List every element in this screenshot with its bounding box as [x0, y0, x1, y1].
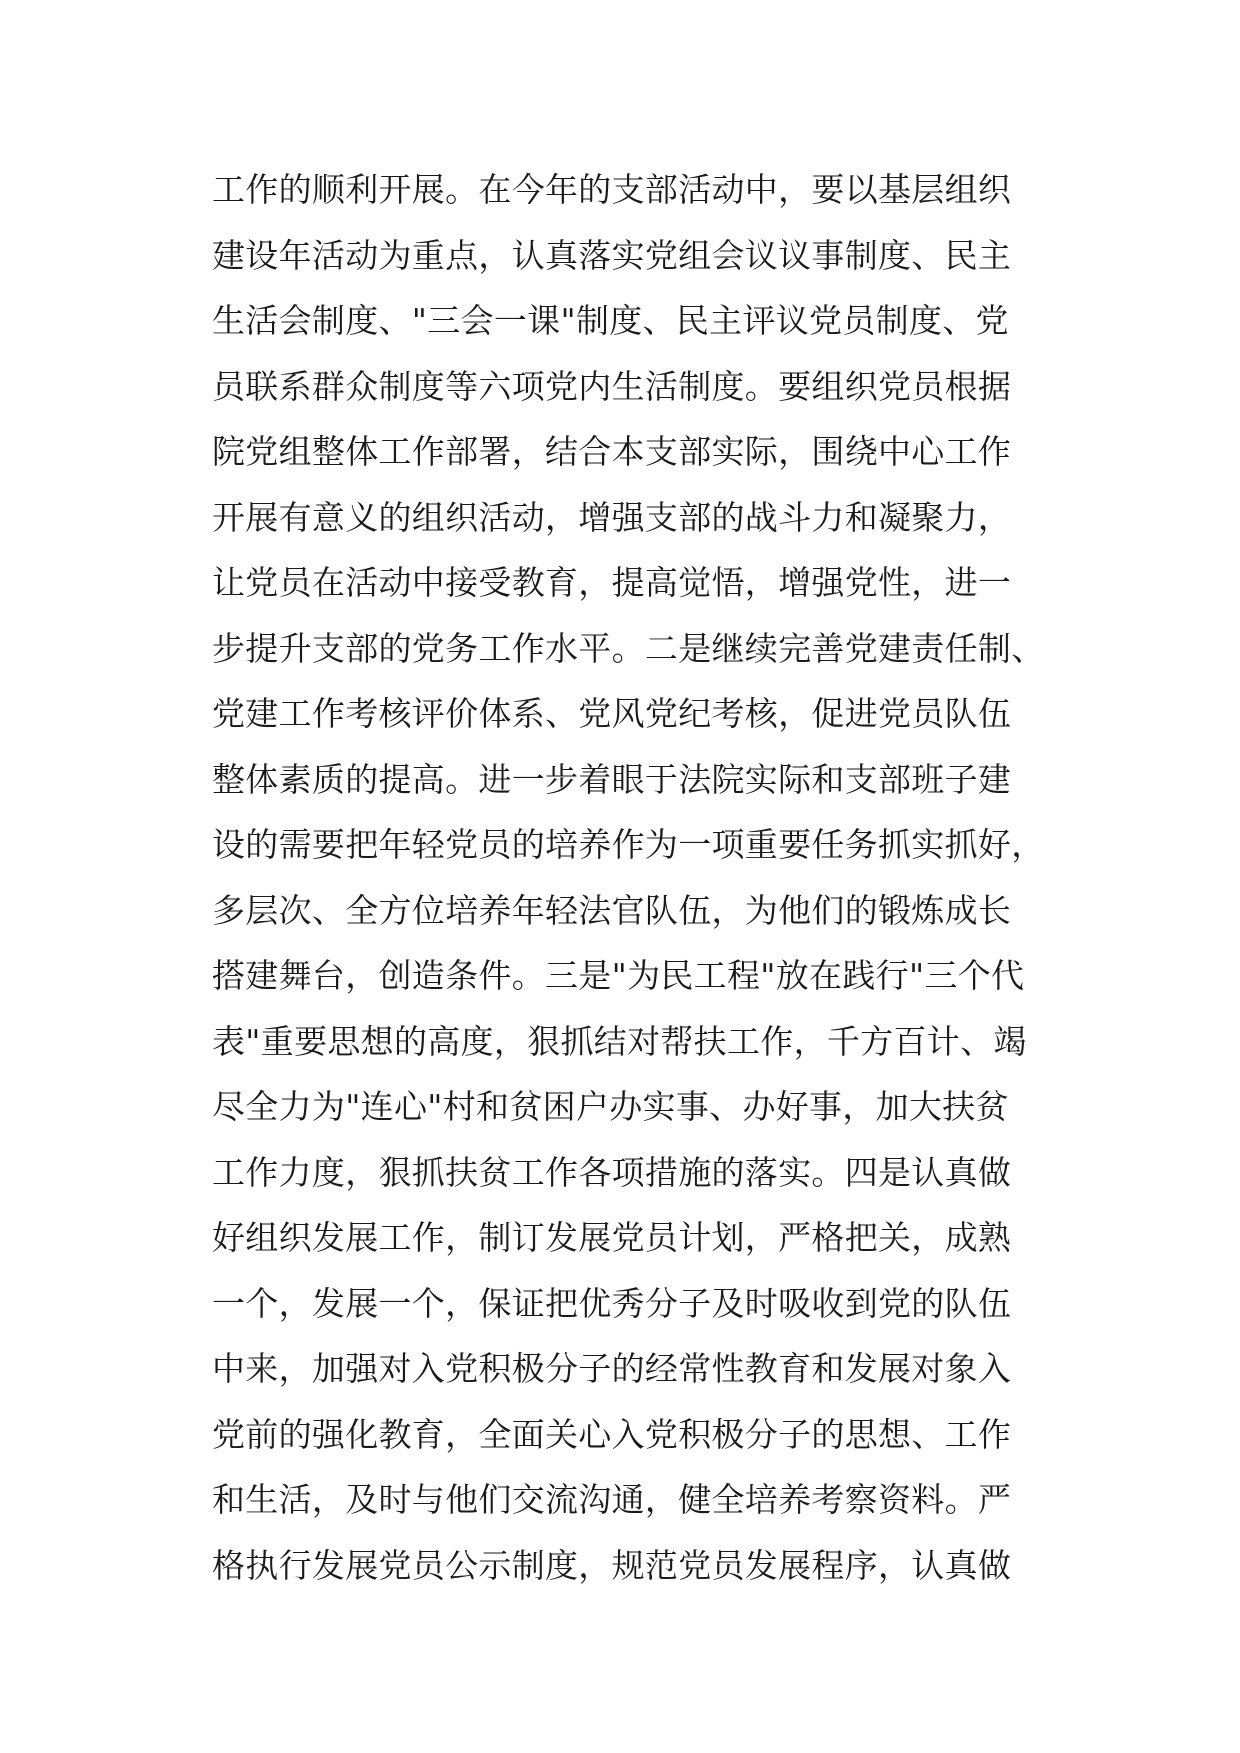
body-paragraph	[212, 157, 1092, 1598]
text-line: 生活会制度、"三会一课"制度、民主评议党员制度、党	[212, 301, 1009, 340]
text-line: 让党员在活动中接受教育，提高觉悟，增强党性，进一	[212, 563, 1012, 602]
text-line: 工作力度，狠抓扶贫工作各项措施的落实。四是认真做	[212, 1152, 1012, 1192]
text-line: 工作的顺利开展。在今年的支部活动中，要以基层组织	[212, 170, 1012, 209]
text-line: 整体素质的提高。进一步着眼于法院实际和支部班子建	[212, 759, 1012, 799]
text-line: 党前的强化教育，全面关心入党积极分子的思想、工作	[212, 1414, 1012, 1454]
text-line: 尽全力为"连心"村和贫困户办实事、办好事，加大扶贫	[212, 1087, 1009, 1126]
text-line: 设的需要把年轻党员的培养作为一项重要任务抓实抓好，	[212, 825, 1045, 864]
text-line: 建设年活动为重点，认真落实党组会议议事制度、民主	[212, 235, 1012, 275]
text-line: 表"重要思想的高度，狠抓结对帮扶工作，千方百计、竭	[212, 1021, 1027, 1061]
text-line: 一个，发展一个，保证把优秀分子及时吸收到党的队伍	[212, 1283, 1012, 1323]
text-line: 和生活，及时与他们交流沟通，健全培养考察资料。严	[212, 1480, 1012, 1519]
text-line: 多层次、全方位培养年轻法官队伍，为他们的锻炼成长	[212, 890, 1012, 930]
text-line: 好组织发展工作，制订发展党员计划，严格把关，成熟	[212, 1218, 1012, 1257]
text-line: 院党组整体工作部署，结合本支部实际，围绕中心工作	[212, 432, 1012, 471]
text-line: 中来，加强对入党积极分子的经常性教育和发展对象入	[212, 1349, 1012, 1388]
text-line: 格执行发展党员公示制度，规范党员发展程序，认真做	[212, 1545, 1012, 1585]
text-line: 员联系群众制度等六项党内生活制度。要组织党员根据	[212, 366, 1012, 406]
text-line: 开展有意义的组织活动，增强支部的战斗力和凝聚力，	[212, 497, 1012, 537]
text-line: 步提升支部的党务工作水平。二是继续完善党建责任制、	[212, 628, 1045, 668]
text-line: 党建工作考核评价体系、党风党纪考核，促进党员队伍	[212, 694, 1012, 733]
text-line: 搭建舞台，创造条件。三是"为民工程"放在践行"三个代	[212, 956, 1025, 995]
